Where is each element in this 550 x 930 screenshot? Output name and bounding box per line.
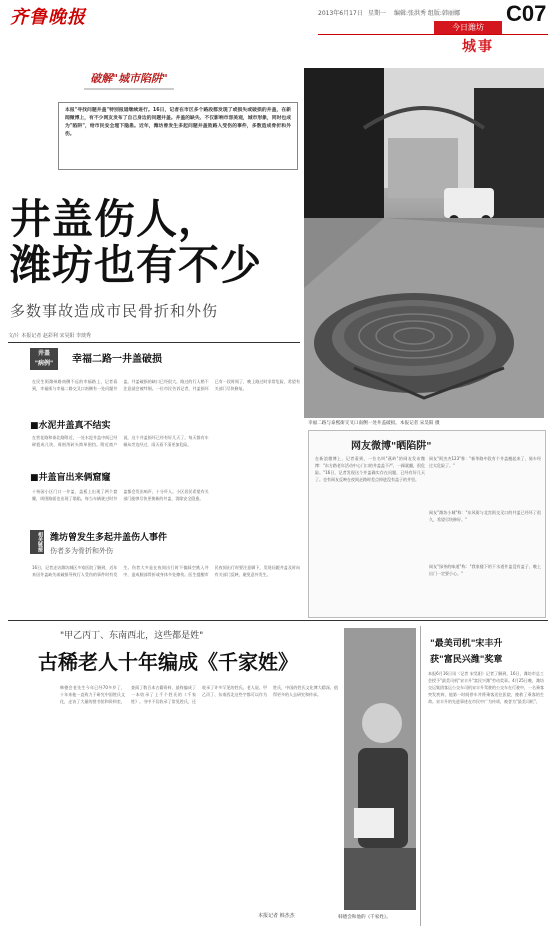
elder-photo-caption: 韩德会和他的《千家姓》。 [338,915,391,920]
elder-photo-illustration [344,628,416,910]
headline-line-2: 潍坊也有不少 [10,241,262,289]
weibo-post: 网友"绿茶的味道"称："我家楼下的下水道井盖没有盖子，晚上出门一定要小心。" [429,564,541,576]
qianjiaxing-kicker: "甲乙丙丁、东南西北，这些都是姓" [60,631,204,641]
newspaper-logo: 齐鲁晚报 [10,7,86,28]
award-headline: 获"富民兴潍"奖章 [430,655,503,665]
section-name: 城事 [462,39,494,55]
award-body: 本报6月16日讯（记者 宋昊阳）记者了解到，16日，潍坊市总工会授予"最美司机"宋丰升"富民兴潍"劳动奖章。4月25日晚，潍坊交运集团客运公交车司机宋丰升驾驶的公交车在行驶中，一名乘客突发疾病，他第一时间停车并将乘客送往医院，挽救了乘客的生命。宋丰升的先进事迹在市民中广为传颂，被誉为"最美司机"。 [428,671,544,704]
weibo-box [308,430,546,618]
weibo-post: 网友"阿杰杰123"称："新华路中段有个井盖翘起来了，骑车经过太危险了。" [429,456,541,468]
lead-box [58,102,298,170]
award-kicker: "最美司机"宋丰升 [430,639,503,649]
headline-line-1: 井盖伤人， [10,195,220,243]
related-link-tag: 相关链接 [30,530,44,554]
qianjiaxing-body: 韩德会老先生今年已经70多岁了，十年来他一直致力于研究中国姓氏文化，走访了大量的图书馆和资料室，查阅了数百本古籍资料，最终编成了一本收录了上千个姓氏的《千家姓》。书中不仅收录了常见姓氏，还收录了许多罕见的姓氏。老人说，甲乙丙丁、东南西北这些字都可以作为姓氏，中国的姓氏文化博大精深，值得更多的人去研究和传承。 [60,685,338,704]
masthead [0,0,550,58]
story-tag-line-1: 井盖 [37,350,50,357]
weibo-title: 网友微博"晒陷阱" [351,441,432,452]
qianjiaxing-headline: 古稀老人十年编成《千家姓》 [38,650,298,674]
photo-caption: 幸福二路与泰熙街交叉口南侧一处井盖破损。本报记者 宋昊阳 摄 [308,421,440,426]
weibo-post: 网友"潍坊小城"称："东风街与北宫街交叉口的井盖已经坏了很久，希望尽快修好。" [429,510,541,522]
story1-title: 幸福二路一井盖破损 [72,354,162,365]
page-editors: 编辑:张洪秀 组版:韩丽娜 [394,10,460,17]
elder-photo [344,628,416,910]
story4-body: 16日，记者走访潍坊城区多家医院了解到，近年来因井盖缺失或破损导致行人受伤的事件时有发生。伤者大多是在夜间出行时不慎踩空跌入井中，造成腿部骨折或身体多处擦伤。医生提醒市民夜间出行时要注意脚下，发现问题井盖及时向有关部门反映，避免意外发生。 [32,565,300,577]
story4-subtitle: 伤者多为骨折和外伤 [50,547,113,555]
qianjiaxing-byline: 本报记者 韩杰杰 [258,913,295,919]
story3-title: ■井盖盲出来俩窟窿 [30,473,111,483]
story-tag-line-2: "病例" [34,360,54,367]
issue-weekday: 星期一 [368,10,387,17]
story-tag [30,348,58,370]
story2-body: 在营花路和泰北路附近，一处水泥井盖中间已经碎裂成几块，周围用砖头简单围挡。附近商户说，这个井盖损坏已经有好几天了，每天都有车辆从旁边经过，雨天看不清更加危险。 [32,435,209,447]
subheadline: 多数事故造成市民骨折和外伤 [10,302,219,320]
story3-body: 十笏园小区门口一井盖，盖板上出现了两个窟窿，周围路面也出现了塌陷。每当车辆驶过时井盖都会发出响声，十分吓人。小区居民希望有关部门能够尽快更换新的井盖，消除安全隐患。 [32,489,209,501]
feature-badge: 破解"城市陷阱" [84,68,174,90]
page-number: C07 [506,1,547,26]
weibo-body: 在新浪微博上，记者看到，一位名叫"燕岭"的网友发布微博："东方路老年活动中心门口的井盖盖不严，一踩就翻，很危险。"16日，记者发现这个井盖确实存在问题，已经有好几天了。也有网友反映在夜间走路时差点掉进没有盖子的井里。 [315,456,425,482]
manhole-photo-illustration [304,68,544,418]
section-tab: 今日潍坊 [434,21,502,34]
byline: 文/片 本报记者 赵彩利 宋昊阳 李琰秀 [8,333,92,339]
story2-title: ■水泥井盖真不结实 [30,421,111,431]
story1-body: 在民生街潍州路南侧不远的幸福路上，记者看到，幸福街与幸福二路交叉口南侧有一处问题井盖。井盖破损的缺口已经很大，路过的行人稍不注意就会被绊倒。一位市民告诉记者，井盖损坏已有一段时间了，晚上路过时非常危险，希望有关部门尽快修复。 [32,379,300,391]
manhole-photo [304,68,544,418]
lead-text: 本报"寻找问题井盖"特别报道继续进行。16日，记者在市区多个路段都发现了或损失或破损的井盖，在新闻微博上，有不少网友发布了自己身边的问题井盖。井盖的缺失、不仅影响市容美观，城市形象，同时也成为"陷阱"，给市民安全埋下隐患。近年，潍坊曾发生多起问题井盖致路人受伤的事件，多数造成骨折和外伤。 [65,108,291,137]
issue-date: 2013年6月17日 [318,10,363,17]
story4-title: 潍坊曾发生多起井盖伤人事件 [50,533,168,543]
